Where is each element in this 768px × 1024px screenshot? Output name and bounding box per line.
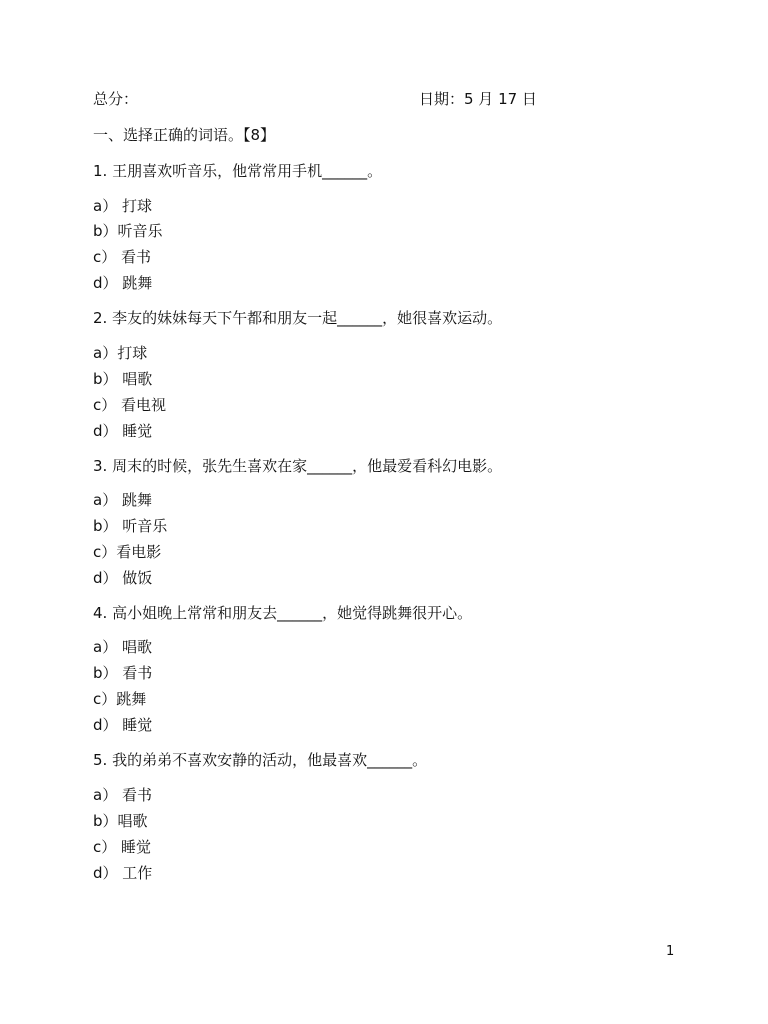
question-3-text: 3. 周末的时候，张先生喜欢在家______，他最爱看科幻电影。 [93, 457, 503, 475]
question-5-option-c: c） 睡觉 [93, 838, 152, 856]
question-5-option-a: a） 看书 [93, 786, 152, 804]
question-4-option-b: b） 看书 [93, 664, 153, 682]
question-3-option-a: a） 跳舞 [93, 491, 152, 509]
question-1-text: 1. 王朋喜欢听音乐，他常常用手机______。 [93, 162, 383, 180]
question-1-option-c: c） 看书 [93, 248, 152, 266]
question-5-text: 5. 我的弟弟不喜欢安静的活动，他最喜欢______。 [93, 751, 428, 769]
question-2-option-b: b） 唱歌 [93, 370, 153, 388]
question-1-option-d: d） 跳舞 [93, 274, 153, 292]
question-5-option-d: d） 工作 [93, 864, 153, 882]
question-2-option-d: d） 睡觉 [93, 422, 153, 440]
question-2-text: 2. 李友的妹妹每天下午都和朋友一起______，她很喜欢运动。 [93, 309, 503, 327]
worksheet-header [93, 88, 593, 112]
question-1-option-a: a） 打球 [93, 197, 152, 215]
question-5-option-b: b）唱歌 [93, 812, 148, 830]
date-label: 日期：5 月 17 日 [419, 90, 537, 108]
question-3-option-c: c）看电影 [93, 543, 162, 561]
score-label: 总分： [93, 90, 139, 108]
question-4-option-a: a） 唱歌 [93, 638, 152, 656]
question-2-option-a: a）打球 [93, 344, 148, 362]
question-4-text: 4. 高小姐晚上常常和朋友去______，她觉得跳舞很开心。 [93, 604, 473, 622]
question-4-option-d: d） 睡觉 [93, 716, 153, 734]
section-title: 一、选择正确的词语。【8】 [93, 126, 276, 144]
question-4-option-c: c）跳舞 [93, 690, 147, 708]
question-2-option-c: c） 看电视 [93, 396, 167, 414]
question-3-option-d: d） 做饭 [93, 569, 153, 587]
question-1-option-b: b）听音乐 [93, 222, 163, 240]
question-3-option-b: b） 听音乐 [93, 517, 168, 535]
page-number: 1 [666, 944, 675, 959]
